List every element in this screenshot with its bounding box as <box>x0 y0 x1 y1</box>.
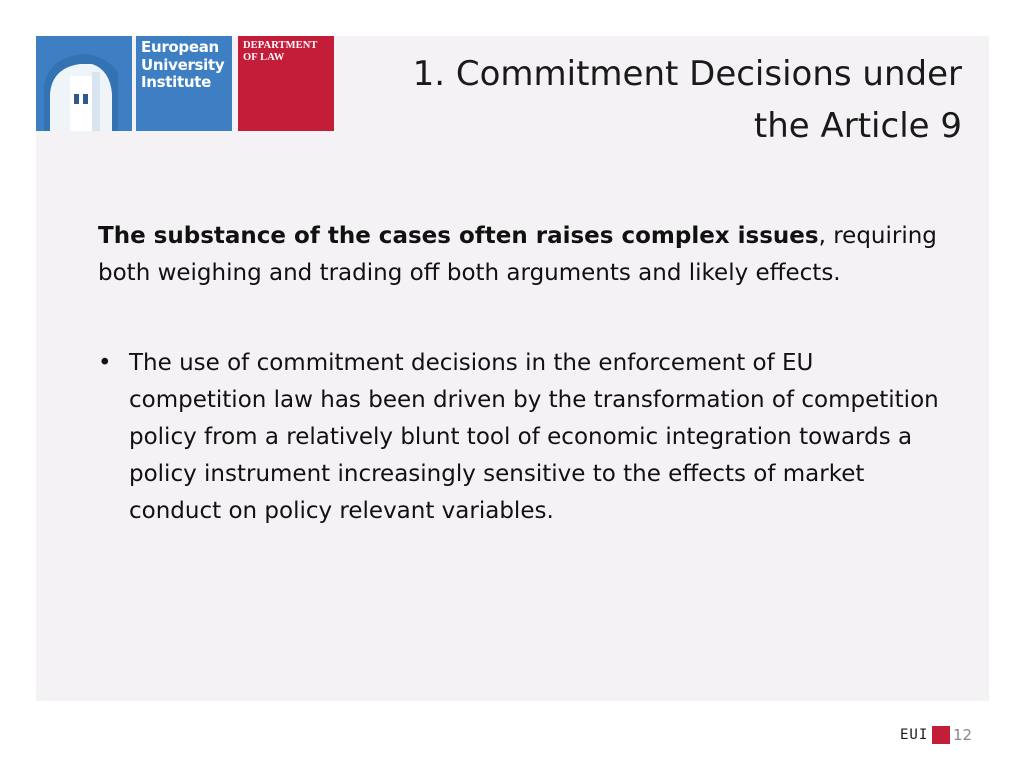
intro-paragraph <box>98 218 958 292</box>
title-line-2: the Article 9 <box>753 106 962 146</box>
intro-bold-text: The substance of the cases often raises complex issues <box>98 223 819 249</box>
footer-red-square-icon <box>932 726 950 744</box>
footer-eui-label: EUI <box>900 727 929 743</box>
tower-icon <box>36 36 132 131</box>
institute-name: European University Institute <box>141 38 225 91</box>
department-logo <box>238 36 334 131</box>
eui-emblem-logo <box>36 36 132 131</box>
eui-name-logo <box>136 36 232 131</box>
intro-rest-text: , requiring both weighing and trading off both arguments and likely effects. <box>98 223 937 286</box>
department-name: DEPARTMENT OF LAW <box>243 40 318 63</box>
title-line-1: 1. Commitment Decisions under <box>412 54 962 94</box>
bullet-item <box>98 345 958 530</box>
bullet-icon: • <box>98 350 112 376</box>
bullet-text: The use of commitment decisions in the enforcement of EU competition law has been driven by the transformation of competition policy from a relatively blunt tool of economic integration towards a policy instrument increasingly sensitive to the effects of market conduct on policy relevant variables. <box>129 350 939 524</box>
page-number: 12 <box>953 726 973 744</box>
slide-title <box>362 48 962 152</box>
